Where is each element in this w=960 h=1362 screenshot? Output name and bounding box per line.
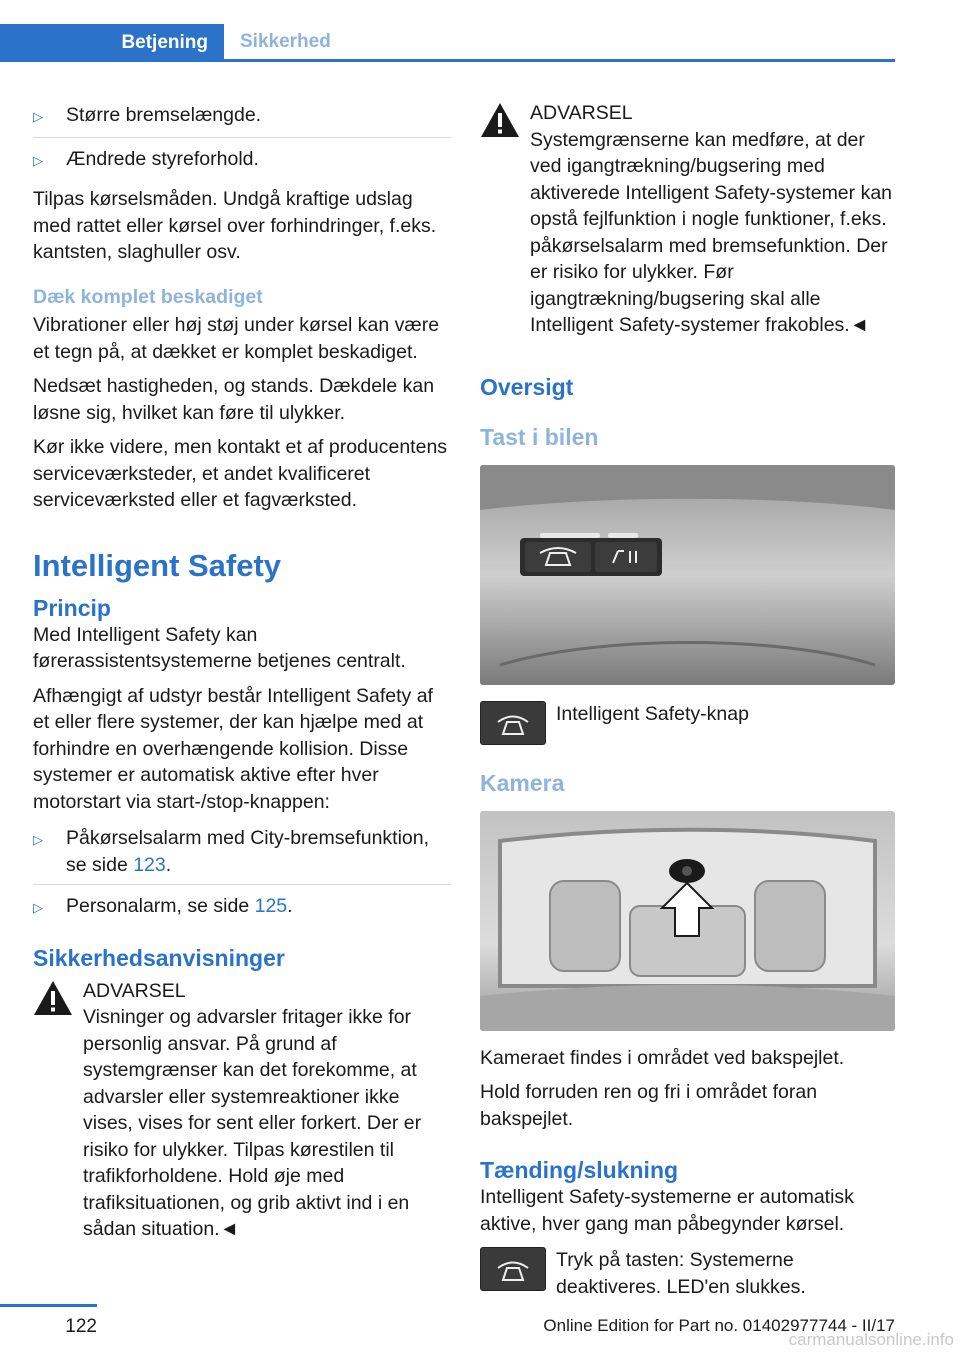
paragraph: Intelligent Safety-systemerne er automatisk aktive, hver gang man påbegynder kørsel.	[480, 1186, 854, 1235]
paragraph: Hold forruden ren og fri i området foran bakspejlet.	[480, 1081, 818, 1130]
paragraph: Tilpas kørselsmåden. Undgå kraftige udslag med rattet eller kørsel over forhindringer, f.eks. kantsten, slaghuller osv.	[33, 188, 437, 263]
instruction-text: Tryk på tasten: Systemerne deaktiveres. LED'en slukkes.	[556, 1249, 806, 1298]
tab-betjening[interactable]: Betjening	[0, 24, 224, 62]
paragraph: Kameraet findes i området ved bakspejlet.	[480, 1046, 845, 1069]
paragraph: Med Intelligent Safety kan førerassistentsystemerne betjenes centralt.	[33, 623, 406, 672]
header-divider	[0, 59, 895, 62]
triangle-bullet-icon: ▷	[33, 152, 43, 168]
paragraph: Afhængigt af udstyr består Intelligent Safety af et eller flere systemer, der kan hjælpe med at forhindre en overhængende kollision. Disse systemer er automatisk aktive efter hver motorstart via start-/stop-knappen:	[33, 684, 433, 813]
paragraph: Kør ikke videre, men kontakt et af producentens serviceværksteder, et andet kvalificeret serviceværksted eller et fagværksted.	[33, 436, 448, 511]
triangle-bullet-icon: ▷	[33, 900, 43, 915]
button-caption: Intelligent Safety-knap	[556, 702, 749, 725]
list-item: ▷ Påkørselsalarm med City-bremsefunktion, se side 123.	[33, 823, 451, 885]
heading-safety-notes: Sikkerhedsanvisninger	[33, 944, 285, 971]
tab-sikkerhed[interactable]: Sikkerhed	[240, 30, 331, 52]
camera-image	[480, 811, 895, 1031]
heading-oversigt: Oversigt	[480, 373, 574, 400]
button-panel-photo	[480, 465, 895, 685]
list-item: ▷ Ændrede styreforhold.	[33, 144, 451, 181]
page-link-125[interactable]: 125	[254, 895, 288, 917]
button-panel-image	[480, 465, 895, 685]
intelligent-safety-button-icon	[480, 1247, 546, 1291]
camera-photo	[480, 811, 895, 1031]
heading-princip: Princip	[33, 594, 111, 621]
left-column	[33, 100, 451, 1243]
warning-triangle-icon	[480, 102, 520, 138]
page-number: 122	[65, 1316, 97, 1337]
triangle-bullet-icon: ▷	[33, 109, 43, 124]
footer-divider	[0, 1304, 97, 1307]
triangle-bullet-icon: ▷	[33, 832, 43, 847]
list-item: ▷ Personalarm, se side 125.	[33, 891, 451, 928]
button-caption-row	[480, 701, 898, 745]
page-link-123[interactable]: 123	[133, 853, 166, 876]
warning-label: ADVARSEL	[83, 979, 186, 1002]
header-tabbar	[0, 24, 895, 62]
heading-intelligent-safety: Intelligent Safety	[33, 547, 282, 583]
heading-tast-i-bilen: Tast i bilen	[480, 423, 599, 450]
heading-kamera: Kamera	[480, 769, 565, 796]
warning-text: Systemgrænserne kan medføre, at der ved igangtrækning/bugsering med aktiverede Intelligent Safety-systemer kan opstå fejlfunktion i nogle funktioner, f.eks. påkørselsalarm med bremsefunktion. Der er risiko for ulykker. Før igangtrækning/bugsering skal alle Intelligent Safety-systemer frakobles.◄	[530, 128, 893, 336]
warning-block	[33, 978, 451, 1243]
heading-tire-damage: Dæk komplet beskadiget	[33, 285, 263, 308]
heading-taending: Tænding/slukning	[480, 1157, 679, 1183]
paragraph: Vibrationer eller høj støj under kørsel kan være et tegn på, at dækket er komplet beskadiget.	[33, 314, 440, 363]
intelligent-safety-button-icon	[480, 701, 546, 745]
instruction-row	[480, 1247, 898, 1300]
warning-triangle-icon	[33, 980, 73, 1016]
watermark: carmanualsonline.info	[788, 1330, 954, 1349]
edition-text: Online Edition for Part no. 01402977744 - II/17	[543, 1316, 895, 1335]
list-item: ▷ Større bremselængde.	[33, 100, 451, 138]
paragraph: Nedsæt hastigheden, og stands. Dækdele kan løsne sig, hvilket kan føre til ulykker.	[33, 375, 435, 424]
warning-label: ADVARSEL	[530, 102, 633, 124]
right-column	[480, 100, 898, 1316]
warning-text: Visninger og advarsler fritager ikke for personlig ansvar. På grund af systemgrænser kan det forekomme, at advarsler eller systemreaktioner ikke vises, vises for sent eller forkert. Der er risiko for ulykker. Tilpas kørestilen til trafikforholdene. Hold øje med trafiksituationen, og grib aktivt ind i en sådan situation.◄	[83, 1006, 422, 1240]
warning-block	[480, 100, 898, 339]
